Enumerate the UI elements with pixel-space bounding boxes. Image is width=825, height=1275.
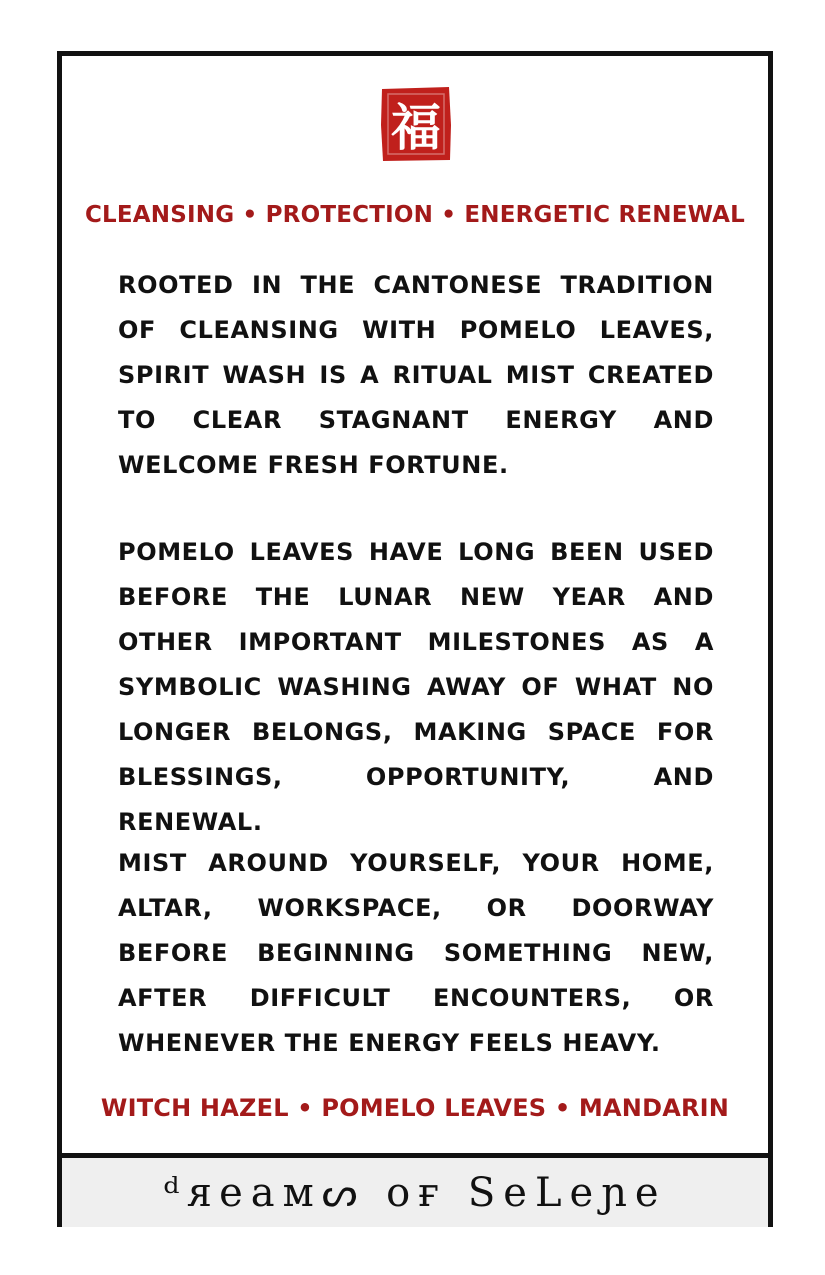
ingredients-list: WITCH HAZEL • POMELO LEAVES • MANDARIN: [100, 1094, 730, 1122]
description-paragraph-2: POMELO LEAVES HAVE LONG BEEN USED BEFORE THE LUNAR NEW YEAR AND OTHER IMPORTANT MILESTONES AS A SYMBOLIC WASHING AWAY OF WHAT NO LONGER BELONGS, MAKING SPACE FOR BLESSINGS, OPPORTUNITY, AND RENEWAL.: [118, 538, 714, 836]
usage-paragraph: MIST AROUND YOURSELF, YOUR HOME, ALTAR, WORKSPACE, OR DOORWAY BEFORE BEGINNING SOMETHING NEW, AFTER DIFFICULT ENCOUNTERS, OR WHENEVER THE ENERGY FEELS HEAVY.: [118, 849, 714, 1057]
fu-seal-stamp: [379, 85, 453, 163]
seal-character: 福: [391, 99, 441, 157]
description-paragraph-1: ROOTED IN THE CANTONESE TRADITION OF CLEANSING WITH POMELO LEAVES, SPIRIT WASH IS A RITUAL MIST CREATED TO CLEAR STAGNANT ENERGY AND WELCOME FRESH FORTUNE.: [118, 271, 714, 479]
tagline: CLEANSING • PROTECTION • ENERGETIC RENEWAL: [84, 202, 746, 228]
brand-footer: [62, 1153, 768, 1227]
seal-icon: [379, 85, 453, 163]
product-label-card: [57, 51, 773, 1227]
brand-logo-text: ᵈᴙeaᴍᔕ ᴏғ SeLeɲe: [163, 1169, 667, 1216]
